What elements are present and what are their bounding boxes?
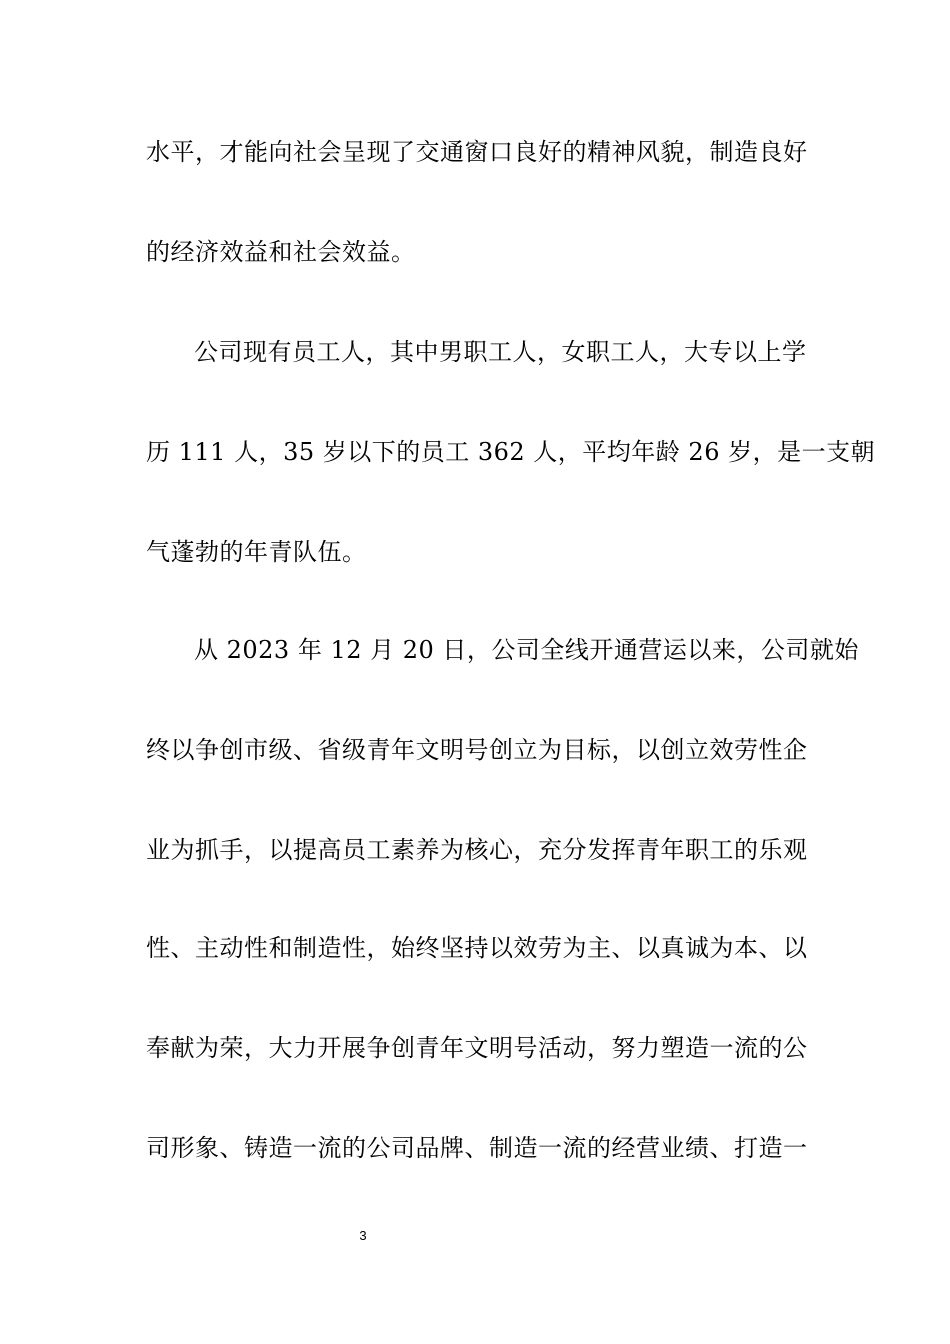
paragraph-line: 业为抓手，以提高员工素养为核心，充分发挥青年职工的乐观 <box>146 836 808 864</box>
paragraph-line: 历 111 人，35 岁以下的员工 362 人，平均年龄 26 岁，是一支朝 <box>146 438 876 466</box>
paragraph-line: 气蓬勃的年青队伍。 <box>146 538 367 566</box>
paragraph-line: 的经济效益和社会效益。 <box>146 238 416 266</box>
paragraph-line: 公司现有员工人，其中男职工人，女职工人，大专以上学 <box>194 338 807 366</box>
paragraph-line: 性、主动性和制造性，始终坚持以效劳为主、以真诚为本、以 <box>146 934 808 962</box>
page-number: 3 <box>359 1228 367 1243</box>
paragraph-line: 水平，才能向社会呈现了交通窗口良好的精神风貌，制造良好 <box>146 138 808 166</box>
paragraph-line: 司形象、铸造一流的公司品牌、制造一流的经营业绩、打造一 <box>146 1134 808 1162</box>
paragraph-line: 终以争创市级、省级青年文明号创立为目标，以创立效劳性企 <box>146 736 808 764</box>
paragraph-line: 从 2023 年 12 月 20 日，公司全线开通营运以来，公司就始 <box>194 636 859 664</box>
paragraph-line: 奉献为荣，大力开展争创青年文明号活动，努力塑造一流的公 <box>146 1034 808 1062</box>
